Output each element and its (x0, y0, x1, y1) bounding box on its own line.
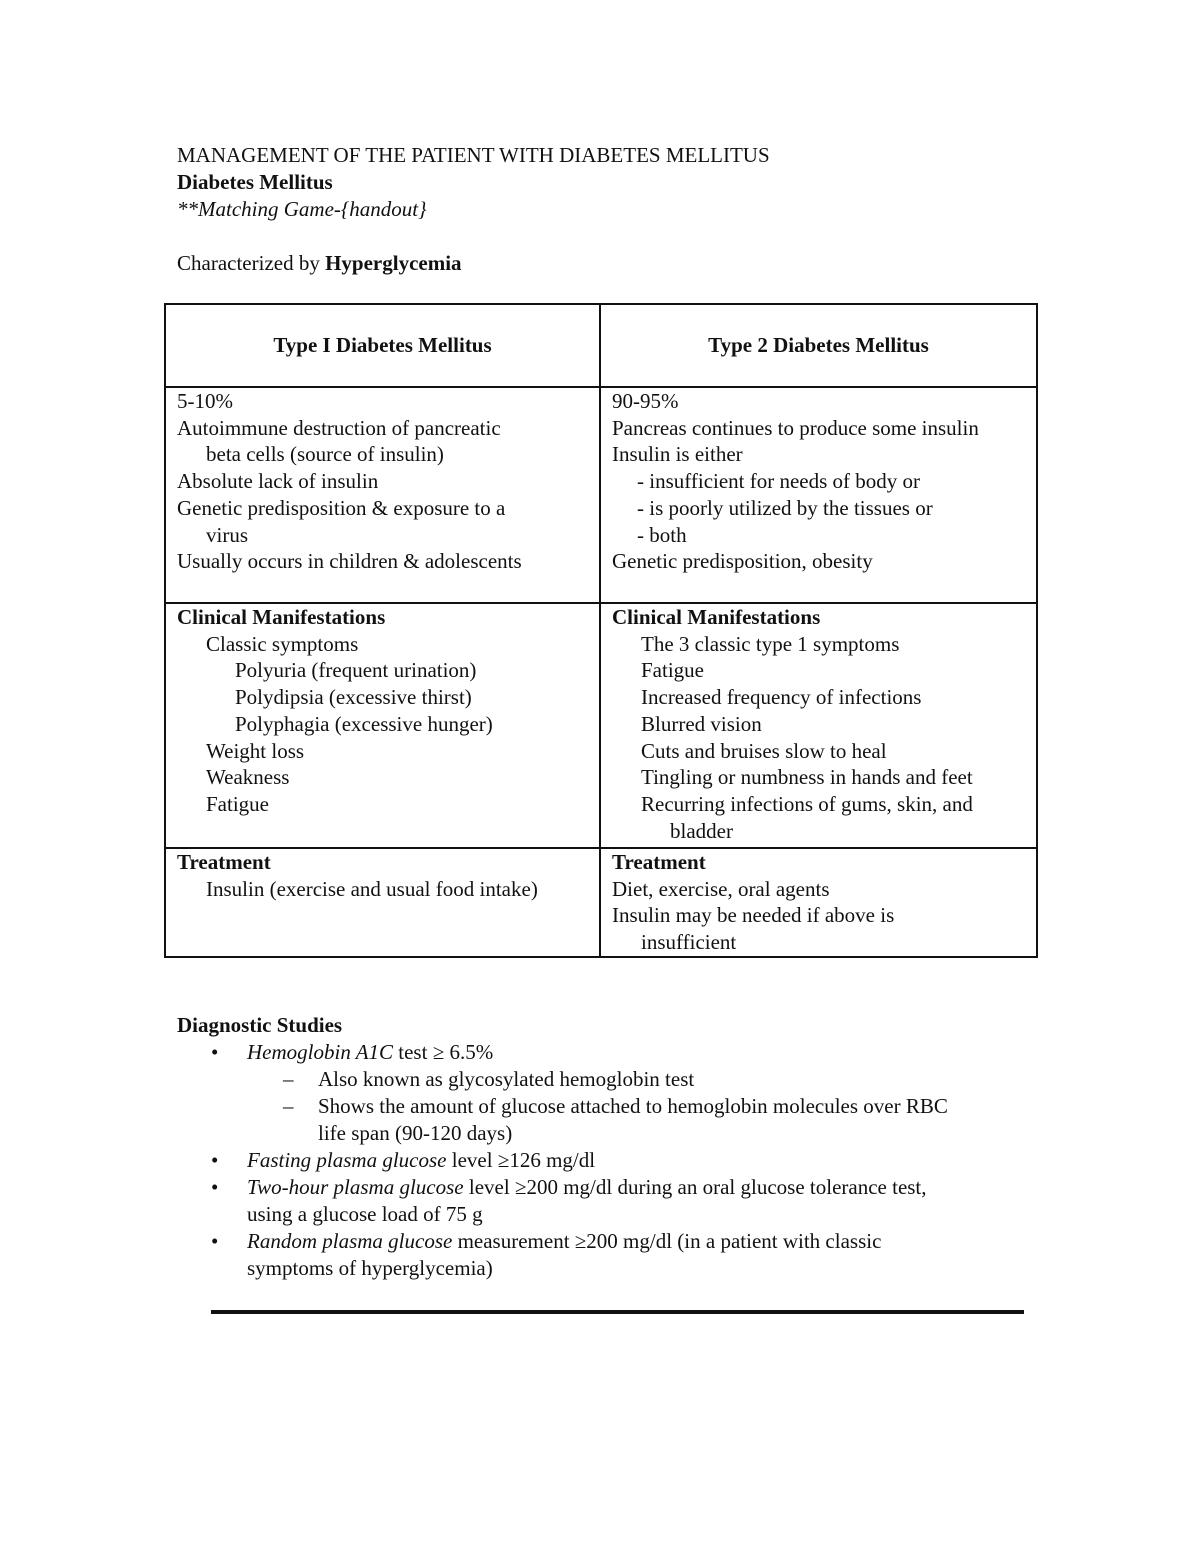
type2-clinical-line: Tingling or numbness in hands and feet (641, 765, 973, 790)
document-header (177, 142, 1047, 277)
type2-clinical-line: bladder (670, 818, 733, 843)
list-item (177, 1147, 1047, 1174)
type2-treatment-line: insufficient (641, 930, 737, 955)
type1-overview-line: Absolute lack of insulin (177, 469, 379, 494)
sub-item-text: Also known as glycosylated hemoglobin test (318, 1067, 695, 1091)
horizontal-divider (211, 1310, 1024, 1314)
type1-overview-line: Autoimmune destruction of pancreatic (177, 415, 501, 440)
type1-overview-line: Genetic predisposition & exposure to a (177, 495, 506, 520)
sub-item-text: Shows the amount of glucose attached to hemoglobin molecules over RBC (318, 1094, 948, 1118)
type2-overview-line: Pancreas continues to produce some insulin (612, 415, 979, 440)
activity-note: **Matching Game-{handout} (177, 197, 427, 221)
type2-overview-cell (600, 387, 1037, 603)
type1-overview-line: virus (206, 522, 248, 547)
bullet-icon: • (211, 1175, 219, 1199)
list-item (177, 1174, 1047, 1201)
test-criteria-continued: symptoms of hyperglycemia) (247, 1256, 493, 1280)
type1-treatment-cell (165, 848, 600, 957)
diagnostic-heading: Diagnostic Studies (177, 1013, 343, 1037)
sub-list-item-continuation (177, 1120, 1047, 1147)
dash-icon: – (283, 1094, 294, 1118)
list-item (177, 1039, 1047, 1066)
test-name: Hemoglobin A1C (247, 1040, 394, 1064)
type2-overview-line: - is poorly utilized by the tissues or (637, 495, 933, 520)
type1-treatment-heading: Treatment (177, 850, 271, 874)
type2-treatment-line: Insulin may be needed if above is (612, 903, 895, 928)
type2-overview-line: Genetic predisposition, obesity (612, 549, 873, 574)
test-criteria: measurement ≥200 mg/dl (in a patient with classic (452, 1229, 882, 1253)
test-criteria: level ≥126 mg/dl (446, 1148, 596, 1172)
list-item-continuation (177, 1255, 1047, 1282)
bullet-icon: • (211, 1040, 219, 1064)
document-title: MANAGEMENT OF THE PATIENT WITH DIABETES MELLITUS (177, 143, 770, 167)
characterized-prefix: Characterized by (177, 251, 326, 275)
type1-clinical-line: Weight loss (206, 738, 305, 763)
list-item (177, 1228, 1047, 1255)
test-name: Two-hour plasma glucose (247, 1175, 464, 1199)
type1-clinical-line: Weakness (206, 765, 290, 790)
type1-overview-line: beta cells (source of insulin) (206, 442, 444, 467)
characterized-term: Hyperglycemia (325, 251, 462, 275)
type1-clinical-line: Classic symptoms (206, 631, 359, 656)
type2-clinical-line: Blurred vision (641, 711, 762, 736)
bullet-icon: • (211, 1148, 219, 1172)
type2-clinical-line: Recurring infections of gums, skin, and (641, 791, 973, 816)
type2-prevalence: 90-95% (612, 389, 679, 413)
sub-list-item (177, 1066, 1047, 1093)
type2-treatment-line: Diet, exercise, oral agents (612, 876, 830, 901)
type1-prevalence: 5-10% (177, 389, 233, 413)
test-name: Random plasma glucose (247, 1229, 453, 1253)
type2-overview-line: Insulin is either (612, 442, 743, 467)
table-row-treatment (165, 848, 1037, 957)
type1-clinical-heading: Clinical Manifestations (177, 605, 386, 629)
test-criteria-continued: using a glucose load of 75 g (247, 1202, 483, 1226)
type2-clinical-cell (600, 603, 1037, 848)
type2-overview-line: - both (637, 522, 687, 547)
type1-overview-line: Usually occurs in children & adolescents (177, 549, 522, 574)
table-row-overview (165, 387, 1037, 603)
type1-header: Type I Diabetes Mellitus (165, 304, 600, 387)
type2-clinical-line: Fatigue (641, 658, 704, 683)
type2-clinical-line: Cuts and bruises slow to heal (641, 738, 887, 763)
test-name: Fasting plasma glucose (247, 1148, 447, 1172)
diabetes-comparison-table (164, 303, 1038, 958)
diagnostic-studies-section (177, 1012, 1047, 1282)
type2-clinical-heading: Clinical Manifestations (612, 605, 821, 629)
type1-treatment-line: Insulin (exercise and usual food intake) (206, 876, 538, 901)
table-row-clinical (165, 603, 1037, 848)
type2-clinical-line: Increased frequency of infections (641, 685, 922, 710)
table-header-row (165, 304, 1037, 387)
list-item-continuation (177, 1201, 1047, 1228)
type1-clinical-line: Polydipsia (excessive thirst) (235, 685, 472, 710)
type1-clinical-line: Polyphagia (excessive hunger) (235, 711, 493, 736)
section-subtitle: Diabetes Mellitus (177, 170, 333, 194)
type1-clinical-cell (165, 603, 600, 848)
test-criteria: test ≥ 6.5% (393, 1040, 494, 1064)
type2-clinical-line: The 3 classic type 1 symptoms (641, 631, 900, 656)
characterized-line (177, 250, 1047, 277)
sub-list-item (177, 1093, 1047, 1120)
bullet-icon: • (211, 1229, 219, 1253)
type2-header: Type 2 Diabetes Mellitus (600, 304, 1037, 387)
type2-treatment-cell (600, 848, 1037, 957)
type1-overview-cell (165, 387, 600, 603)
type2-overview-line: - insufficient for needs of body or (637, 469, 921, 494)
type2-treatment-heading: Treatment (612, 850, 706, 874)
type1-clinical-line: Polyuria (frequent urination) (235, 658, 477, 683)
dash-icon: – (283, 1067, 294, 1091)
type1-clinical-line: Fatigue (206, 791, 269, 816)
sub-item-text: life span (90-120 days) (318, 1121, 513, 1145)
test-criteria: level ≥200 mg/dl during an oral glucose tolerance test, (463, 1175, 927, 1199)
